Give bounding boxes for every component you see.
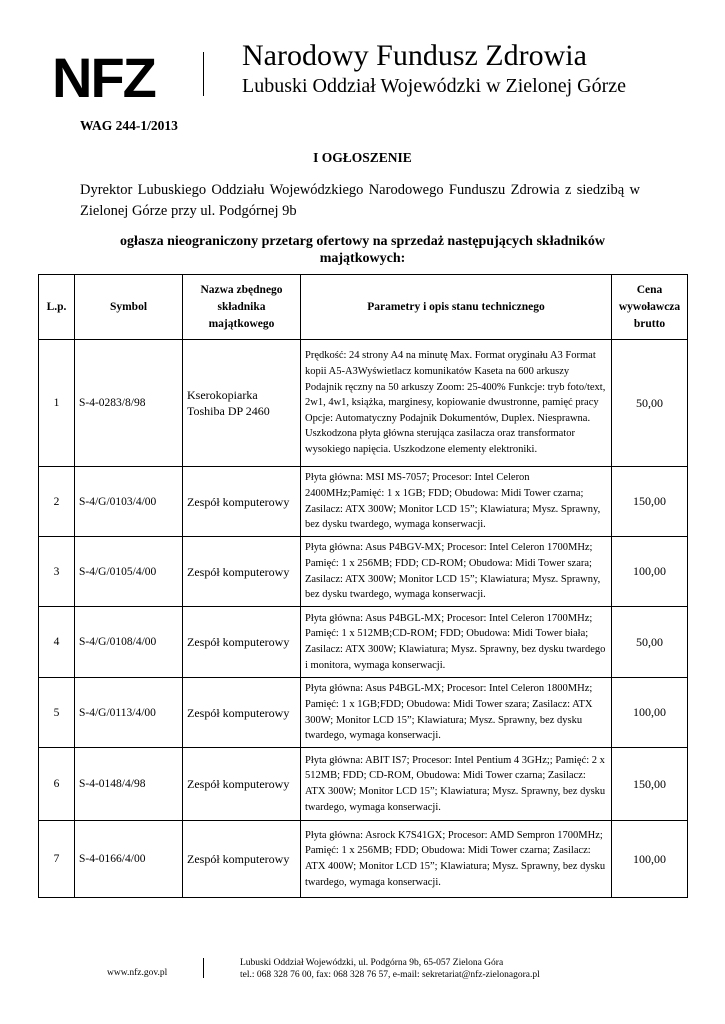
footer-contact-line: tel.: 068 328 76 00, fax: 068 328 76 57, e-mail: sekretariat@nfz-zielonagora.pl <box>240 970 540 980</box>
footer-address-line: Lubuski Oddział Wojewódzki, ul. Podgórna 9b, 65-057 Zielona Góra <box>240 958 504 968</box>
row-description: Płyta główna: Asus P4BGV-MX; Procesor: Intel Celeron 1700MHz; Pamięć: 1 x 256MB; FDD; CD-ROM; Obudowa: Midi Tower szara; Zasilacz: ATX 300W; Monitor LCD 15”; Klawiatura; Mysz. Sprawny, bez dysku twardego, wymaga konserwacji. <box>301 537 612 607</box>
row-lp: 2 <box>39 467 75 537</box>
row-description: Płyta główna: Asrock K7S41GX; Procesor: AMD Sempron 1700MHz; Pamięć: 1 x 256MB; FDD; Obudowa: Midi Tower czarna; Zasilacz: ATX 400W; Monitor LCD 15”; Klawiatura; Mysz. Sprawny, bez dysku twardego, wymaga konserwacji. <box>301 821 612 898</box>
row-symbol: S-4/G/0105/4/00 <box>75 537 183 607</box>
row-price: 100,00 <box>612 678 688 748</box>
row-lp: 6 <box>39 748 75 821</box>
row-description: Płyta główna: Asus P4BGL-MX; Procesor: Intel Celeron 1700MHz; Pamięć: 1 x 512MB;CD-ROM; FDD; Obudowa: Midi Tower biała; Zasilacz: ATX 300W; Klawiatura; Mysz. Sprawny, bez dysku twardego i monitora, wymaga konserwacji. <box>301 607 612 678</box>
column-header-description: Parametry i opis stanu technicznego <box>301 275 612 340</box>
row-description: Płyta główna: Asus P4BGL-MX; Procesor: Intel Celeron 1800MHz; Pamięć: 1 x 1GB;FDD; Obudowa: Midi Tower szara; Zasilacz: ATX 300W; Monitor LCD 15”; Klawiatura; Mysz. Sprawny, bez dysku twardego, wymaga konserwacji. <box>301 678 612 748</box>
row-description: Płyta główna: MSI MS-7057; Procesor: Intel Celeron 2400MHz;Pamięć: 1 x 1GB; FDD; Obudowa: Midi Tower czarna; Zasilacz: ATX 300W; Monitor LCD 15”; Klawiatura; Mysz. Sprawny, bez dysku twardego, wymaga konserwacji. <box>301 467 612 537</box>
row-name: Zespół komputerowy <box>183 678 301 748</box>
row-price: 100,00 <box>612 537 688 607</box>
row-symbol: S-4-0148/4/98 <box>75 748 183 821</box>
row-symbol: S-4-0283/8/98 <box>75 340 183 467</box>
column-header-price: Cena wywoławcza brutto <box>612 275 688 340</box>
row-lp: 7 <box>39 821 75 898</box>
row-symbol: S-4/G/0113/4/00 <box>75 678 183 748</box>
column-header-symbol: Symbol <box>75 275 183 340</box>
header-divider <box>203 52 204 96</box>
table-row <box>39 748 688 821</box>
row-price: 50,00 <box>612 607 688 678</box>
row-lp: 3 <box>39 537 75 607</box>
row-name: Zespół komputerowy <box>183 821 301 898</box>
row-symbol: S-4/G/0108/4/00 <box>75 607 183 678</box>
row-description: Prędkość: 24 strony A4 na minutę Max. Format oryginału A3 Format kopii A5-A3Wyświetlacz komunikatów Kaseta na 600 arkuszy Podajnik ręczny na 50 arkuszy Zoom: 25-400% Funkcje: tryb foto/text, 2w1, 4w1, książka, marginesy, kopiowanie dwustronne, pamięć pracy Opcje: Automatyczny Podajnik Dokumentów, Duplex. Niesprawna. Uszkodzona płyta główna sterująca zasilacza oraz transformator wysokiego napięcia. Uszkodzone elementy elektroniki. <box>301 340 612 467</box>
items-table <box>38 274 688 898</box>
row-name: Zespół komputerowy <box>183 537 301 607</box>
table-row <box>39 821 688 898</box>
row-price: 150,00 <box>612 748 688 821</box>
row-price: 50,00 <box>612 340 688 467</box>
column-header-name: Nazwa zbędnego składnika majątkowego <box>183 275 301 340</box>
footer-website: www.nfz.gov.pl <box>107 968 168 978</box>
intro-paragraph: Dyrektor Lubuskiego Oddziału Wojewódzkiego Narodowego Funduszu Zdrowia z siedzibą w Zielonej Górze przy ul. Podgórnej 9b <box>80 182 640 219</box>
table-row <box>39 467 688 537</box>
document-reference: WAG 244-1/2013 <box>80 118 178 133</box>
document-heading: I OGŁOSZENIE <box>313 150 412 165</box>
row-name: Zespół komputerowy <box>183 607 301 678</box>
nfz-logo: NFZ <box>52 46 155 109</box>
row-price: 100,00 <box>612 821 688 898</box>
table-header-row <box>39 275 688 340</box>
row-name: Zespół komputerowy <box>183 748 301 821</box>
row-symbol: S-4-0166/4/00 <box>75 821 183 898</box>
column-header-lp: L.p. <box>39 275 75 340</box>
row-price: 150,00 <box>612 467 688 537</box>
row-symbol: S-4/G/0103/4/00 <box>75 467 183 537</box>
footer-divider <box>203 958 204 978</box>
row-name: Zespół komputerowy <box>183 467 301 537</box>
org-name: Narodowy Fundusz Zdrowia <box>242 39 587 72</box>
row-lp: 5 <box>39 678 75 748</box>
table-row <box>39 607 688 678</box>
org-branch: Lubuski Oddział Wojewódzki w Zielonej Górze <box>242 75 627 97</box>
table-row <box>39 678 688 748</box>
table-row <box>39 340 688 467</box>
table-row <box>39 537 688 607</box>
row-name: Kserokopiarka Toshiba DP 2460 <box>183 340 301 467</box>
announcement-text: ogłasza nieograniczony przetarg ofertowy na sprzedaż następujących składników majątkowych: <box>120 234 605 266</box>
row-lp: 1 <box>39 340 75 467</box>
row-lp: 4 <box>39 607 75 678</box>
footer-address <box>240 957 540 981</box>
row-description: Płyta główna: ABIT IS7; Procesor: Intel Pentium 4 3GHz;; Pamięć: 2 x 512MB; FDD; CD-ROM, Obudowa: Midi Tower czarna; Zasilacz: ATX 300W; Monitor LCD 15”; Klawiatura; Mysz. Sprawny, bez dysku twardego, wymaga konserwacji. <box>301 748 612 821</box>
